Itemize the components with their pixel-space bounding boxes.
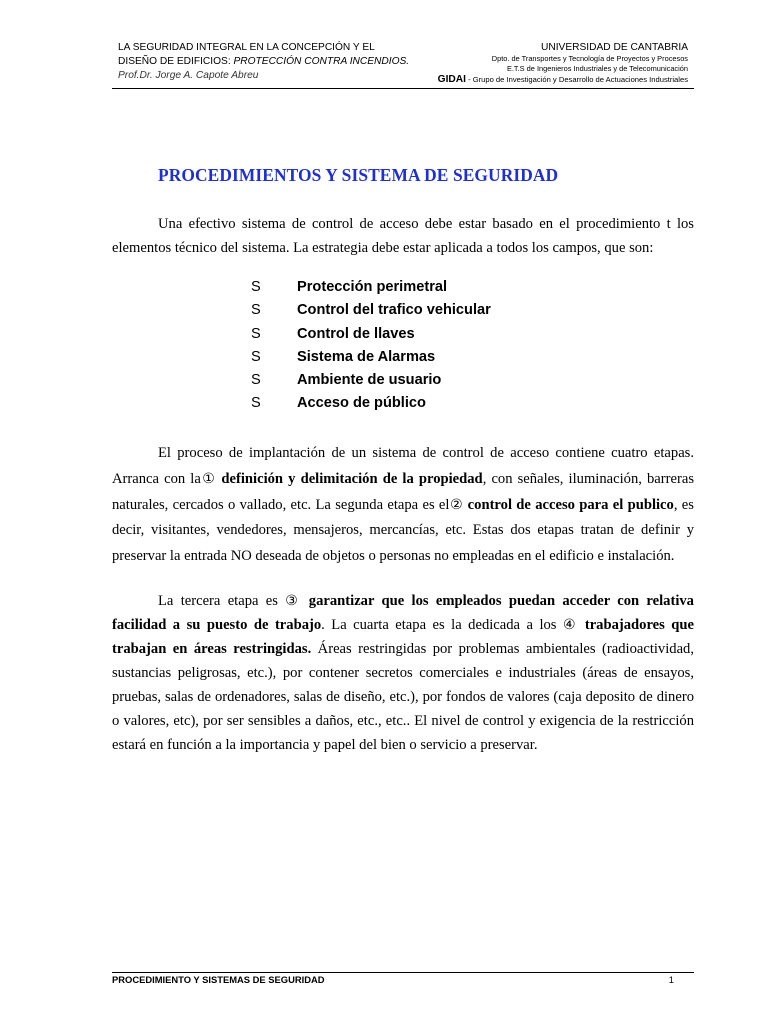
- header-gidai: GIDAI: [437, 74, 466, 85]
- list-item: [251, 349, 491, 372]
- intro-paragraph: Una efectivo sistema de control de acceso debe estar basado en el procedimiento t los elementos técnico del sistema. La estrategia debe estar aplicada a todos los campos, que son:: [112, 216, 694, 256]
- p2-text-3: , es decir, visitantes, vendedores, mensajeros, mercancías, etc. Estas dos etapas tratan de definir y preservar la entrada NO deseada de objetos o personas no empleadas en el edificio e instalación.: [112, 496, 694, 565]
- header-school: E.T.S de Ingenieros Industriales y de Telecomunicación: [506, 63, 688, 73]
- p3-text-2: . La cuarta etapa es la dedicada a los: [321, 617, 563, 633]
- header-department: Dpto. de Transportes y Tecnología de Proyectos y Procesos: [491, 54, 688, 63]
- p2-bold-2: control de acceso para el publico: [463, 496, 674, 513]
- circled-one-icon: ①: [200, 470, 217, 487]
- list-bullet: S: [251, 302, 261, 319]
- list-item-label: Protección perimetral: [297, 279, 448, 295]
- list-item: [251, 395, 491, 418]
- header-university: UNIVERSIDAD DE CANTABRIA: [541, 42, 688, 53]
- stages-paragraph-2: [112, 589, 694, 757]
- circled-three-icon: ③: [285, 593, 302, 609]
- list-bullet: S: [251, 395, 261, 412]
- p2-text-1: El proceso de implantación de un sistema de control de acceso contiene cuatro etapas. Arranca con la: [112, 445, 694, 487]
- list-item: [251, 326, 491, 349]
- list-item-label: Acceso de público: [297, 395, 426, 412]
- list-item-label: Control de llaves: [297, 325, 415, 342]
- p3-bold-2: trabajadores que trabajan en áreas restringidas.: [112, 617, 695, 657]
- field-list: [251, 279, 491, 419]
- page-title: PROCEDIMIENTOS Y SISTEMA DE SEGURIDAD: [158, 165, 559, 185]
- footer-rule: [112, 972, 694, 973]
- header-group: [368, 74, 688, 86]
- list-item: [251, 302, 491, 325]
- p3-text-3: Áreas restringidas por problemas ambientales (radioactividad, sustancias peligrosas, etc.), por contener secretos comerciales e industriales (áreas de ensayos, pruebas, salas de ordenadores, salas de diseño, etc.), por fondos de valores (caja deposito de dinero o valores, etc), por ser sensibles a daños, etc., etc.. El nivel de control y exigencia de la restricción estará en función a la importancia y papel del bien o servicio a preservar.: [112, 641, 694, 753]
- list-item-label: Control del trafico vehicular: [297, 302, 491, 319]
- stages-paragraph-1: [112, 441, 694, 570]
- p2-bold-1: definición y delimitación de la propiedad: [216, 470, 483, 487]
- header-course-line2-plain: DISEÑO DE EDIFICIOS:: [118, 56, 234, 67]
- list-bullet: S: [251, 348, 261, 365]
- header-rule: [112, 88, 694, 89]
- p2-text-2: , con señales, iluminación, barreras naturales, cercados o vallado, etc. La segunda etapa es el: [112, 470, 694, 513]
- header-author: Prof.Dr. Jorge A. Capote Abreu: [118, 70, 259, 81]
- list-item-label: Sistema de Alarmas: [297, 348, 436, 365]
- footer-label: PROCEDIMIENTO Y SISTEMAS DE SEGURIDAD: [112, 974, 325, 985]
- list-bullet: S: [251, 372, 261, 389]
- circled-four-icon: ④: [562, 617, 579, 633]
- p3-text-1: La tercera etapa es: [158, 593, 286, 609]
- circled-two-icon: ②: [449, 496, 464, 513]
- header-group-name: - Grupo de Investigación y Desarrollo de Actuaciones Industriales: [465, 75, 688, 84]
- p3-bold-1: garantizar que los empleados puedan acceder con relativa facilidad a su puesto de trabajo: [112, 593, 694, 633]
- list-item: [251, 279, 491, 302]
- page-number: 1: [668, 974, 674, 985]
- list-bullet: S: [251, 325, 261, 342]
- header-course-line2-italic: PROTECCIÓN CONTRA INCENDIOS.: [233, 56, 410, 67]
- list-bullet: S: [251, 279, 261, 295]
- list-item: [251, 372, 491, 395]
- footer: [112, 974, 694, 985]
- header-right: [368, 41, 688, 86]
- header-course-line1: LA SEGURIDAD INTEGRAL EN LA CONCEPCIÓN Y EL: [118, 42, 375, 53]
- list-item-label: Ambiente de usuario: [297, 372, 442, 389]
